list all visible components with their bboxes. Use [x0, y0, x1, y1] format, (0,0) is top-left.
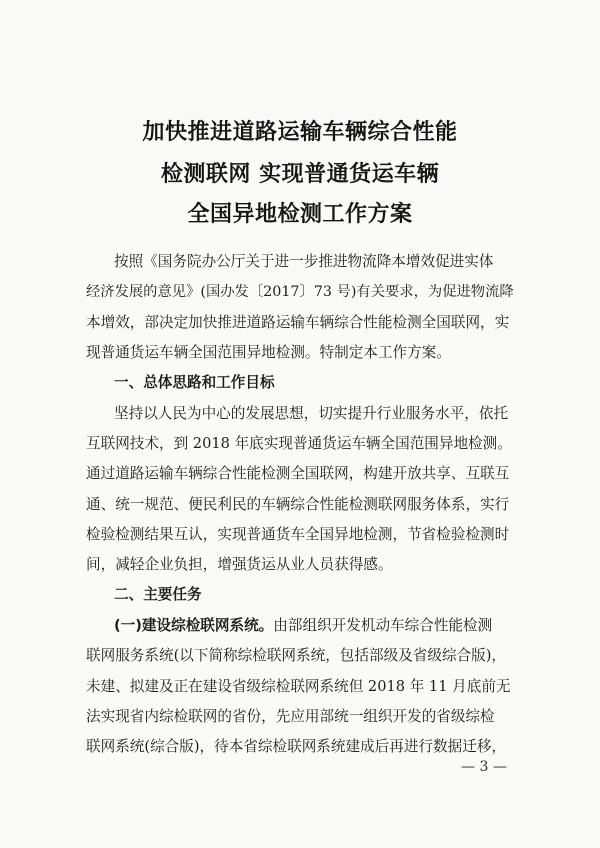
- intro-line-4: 现普通货运车辆全国范围异地检测。特制定本工作方案。: [86, 344, 451, 361]
- section-2-line-3: 未建、拟建及正在建设省级综检联网系统但 2018 年 11 月底前无: [86, 678, 511, 695]
- document-title-line-3: 全国异地检测工作方案: [187, 202, 413, 227]
- section-2-line-4: 法实现省内综检联网的省份，先应用部统一组织开发的省级综检: [86, 708, 495, 725]
- intro-line-1: 按照《国务院办公厅关于进一步推进物流降本增效促进实体: [114, 253, 494, 270]
- document-title-line-1: 加快推进道路运输车辆综合性能: [142, 120, 458, 145]
- section-1-line-4: 通、统一规范、便民利民的车辆综合性能检测联网服务体系，实行: [86, 496, 510, 513]
- page-number: — 3 —: [461, 759, 507, 775]
- section-1-line-3: 通过道路运输车辆综合性能检测全国联网，构建开放共享、互联互: [86, 465, 510, 482]
- intro-line-2: 经济发展的意见》(国办发〔2017〕73 号)有关要求，为促进物流降: [86, 284, 514, 300]
- section-2-line-2: 联网服务系统(以下简称综检联网系统，包括部级及省级综合版)，: [86, 647, 507, 664]
- section-1-line-6: 间，减轻企业负担，增强货运从业人员获得感。: [86, 556, 393, 573]
- document-title-line-2: 检测联网 实现普通货运车辆: [160, 162, 440, 187]
- section-2-line-5: 联网系统(综合版)，待本省综检联网系统建成后再进行数据迁移，: [86, 738, 507, 755]
- section-1-line-5: 检验检测结果互认，实现普通货车全国异地检测，节省检验检测时: [86, 526, 510, 543]
- section-2-item-1-line-1: [114, 616, 518, 636]
- section-1-line-2: 互联网技术，到 2018 年底实现普通货运车辆全国范围异地检测。: [86, 435, 512, 452]
- section-1-heading: 一、总体思路和工作目标: [114, 374, 275, 391]
- section-1-line-1: 坚持以人民为中心的发展思想，切实提升行业服务水平，依托: [114, 405, 509, 422]
- intro-line-3: 本增效，部决定加快推进道路运输车辆综合性能检测全国联网，实: [86, 314, 510, 331]
- section-2-heading: 二、主要任务: [114, 586, 202, 603]
- section-2-item-1-title: (一)建设综检联网系统。: [114, 617, 274, 634]
- section-2-item-1-text: 由部组织开发机动车综合性能检测: [273, 617, 493, 634]
